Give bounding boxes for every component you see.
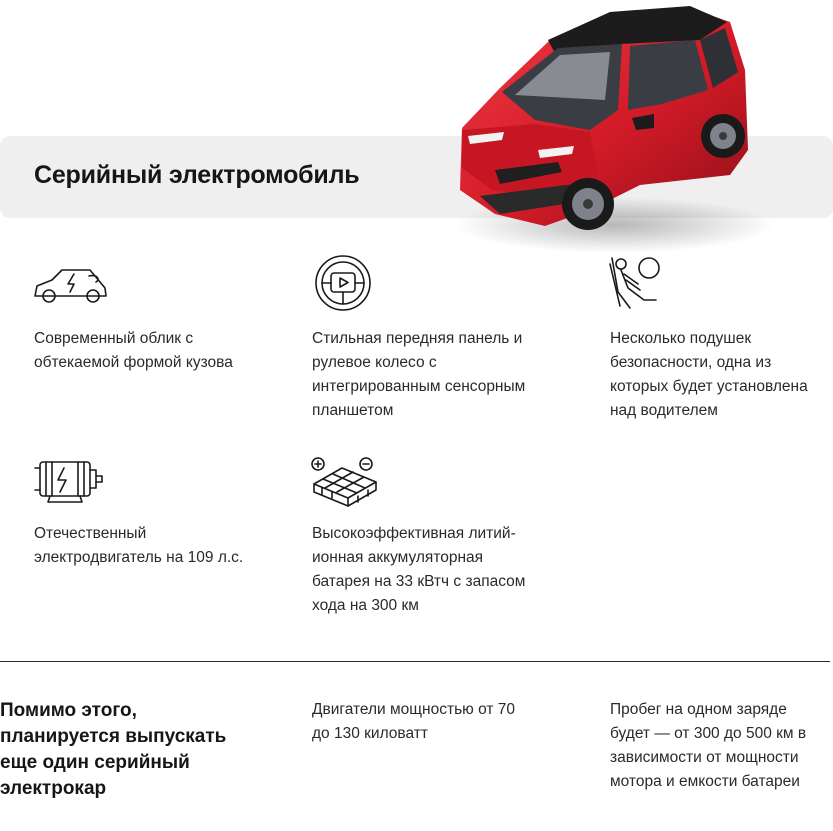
car-image [440, 0, 770, 260]
airbag-icon [604, 252, 680, 312]
electric-motor-icon [32, 452, 108, 512]
feature-text-airbags: Несколько подушек безопасности, одна из которых будет установлена над водителем [610, 330, 808, 419]
steering-wheel-tablet-icon [310, 254, 386, 314]
extra-heading: Помимо этого, планируется выпускать еще один серийный электрокар [0, 700, 227, 799]
feature-text-battery: Высокоэффективная литий-ионная аккумуляторная батарея на 33 кВтч с запасом хода на 300 км [312, 525, 526, 614]
section-divider [0, 661, 830, 662]
feature-text-dashboard: Стильная передняя панель и рулевое колесо с интегрированным сенсорным планшетом [312, 330, 526, 419]
extra-text-range: Пробег на одном заряде будет — от 300 до 500 км в зависимости от мощности мотора и емкости батареи [610, 701, 807, 790]
section-title: Серийный электромобиль [34, 161, 360, 189]
battery-pack-icon [308, 454, 384, 514]
feature-text-body-shape: Современный облик с обтекаемой формой кузова [34, 330, 233, 371]
feature-text-motor: Отечественный электродвигатель на 109 л.с. [34, 525, 244, 566]
electric-car-icon [32, 258, 108, 318]
extra-text-power: Двигатели мощностью от 70 до 130 киловатт [312, 701, 516, 742]
